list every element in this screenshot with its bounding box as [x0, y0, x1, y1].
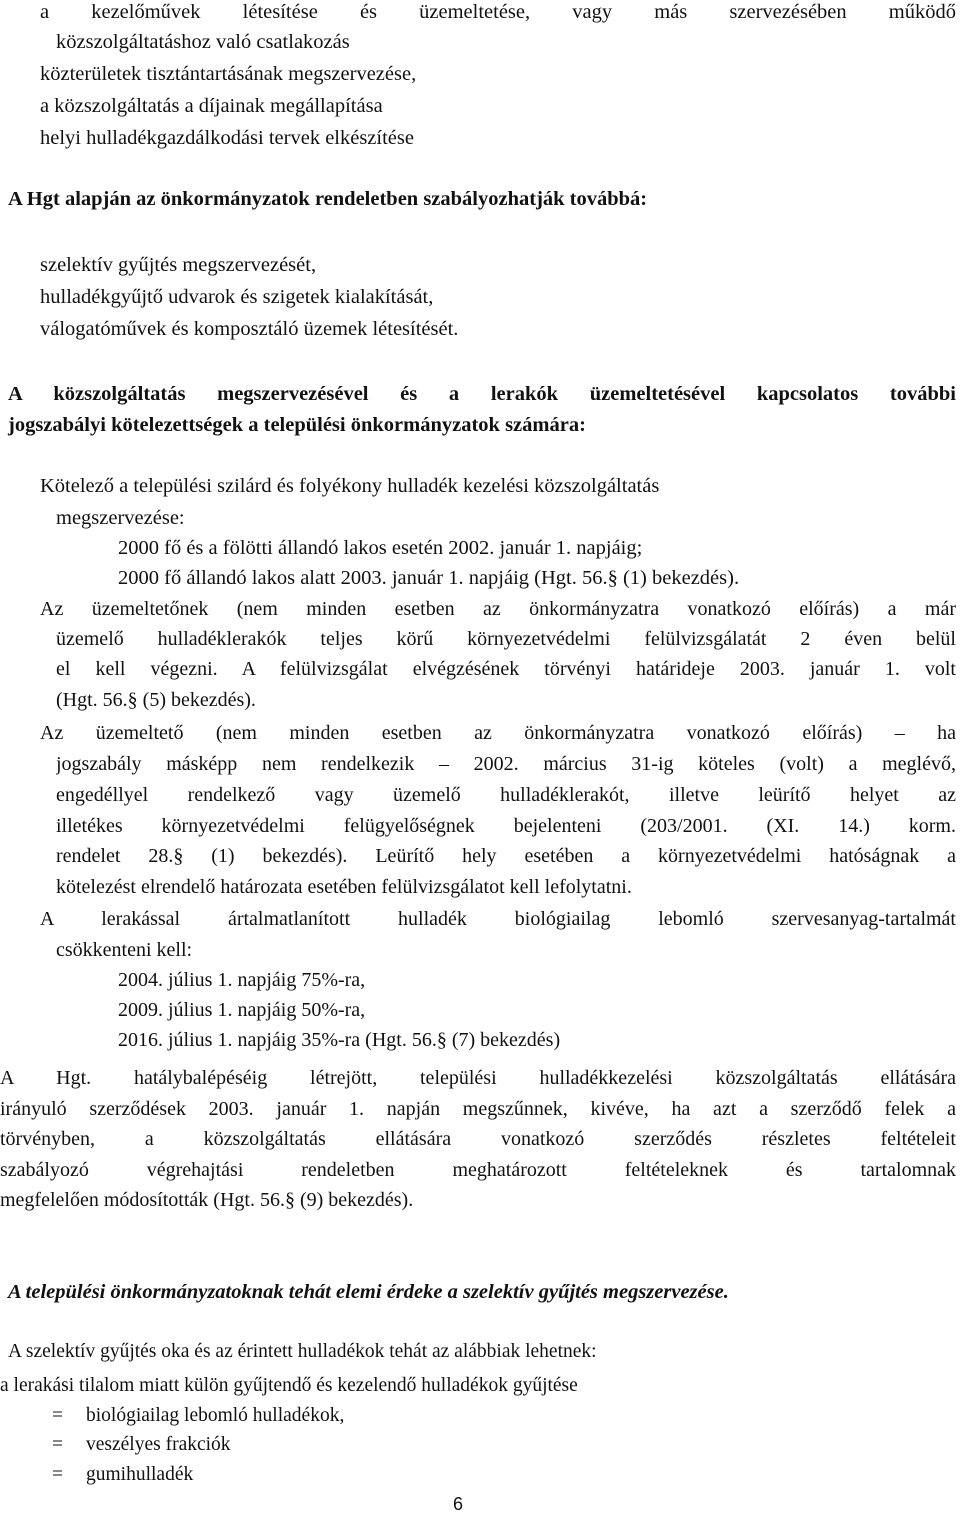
reasons-intro: A szelektív gyűjtés oka és az érintett hulladékok tehát az alábbiak lehetnek:	[8, 1341, 597, 1362]
list-item	[52, 1405, 344, 1427]
paragraph-line: megfelelően módosították (Hgt. 56.§ (9) bekezdés).	[0, 1189, 414, 1211]
section-heading: A Hgt alapján az önkormányzatok rendeletben szabályozhatják továbbá:	[8, 188, 648, 210]
page-number: 6	[453, 1494, 464, 1514]
list-item: Kötelező a települési szilárd és folyékony hulladék kezelési közszolgáltatás	[40, 475, 660, 497]
paragraph-line: törvényben, a közszolgáltatás ellátására vonatkozó szerződés részletes feltételeit	[0, 1128, 956, 1150]
list-item-label: veszélyes frakciók	[86, 1434, 231, 1455]
sub-item: 2000 fő és a fölötti állandó lakos esetén 2002. január 1. napjáig;	[118, 537, 643, 559]
section-heading: jogszabályi kötelezettségek a települési önkormányzatok számára:	[8, 414, 586, 436]
sub-item: 2016. július 1. napjáig 35%-ra (Hgt. 56.§ (7) bekezdés)	[118, 1029, 561, 1051]
list-item: üzemelő hulladéklerakók teljes körű környezetvédelmi felülvizsgálatát 2 éven belül	[56, 628, 956, 650]
equals-bullet-icon: =	[52, 1405, 63, 1426]
list-item: megszervezése:	[56, 507, 185, 529]
sub-item: 2000 fő állandó lakos alatt 2003. január 1. napjáig (Hgt. 56.§ (1) bekezdés).	[118, 567, 740, 589]
section-heading: A közszolgáltatás megszervezésével és a lerakók üzemeltetésével kapcsolatos további	[8, 383, 956, 405]
list-item: válogatóművek és komposztáló üzemek létesítését.	[40, 318, 459, 340]
list-item: illetékes környezetvédelmi felügyelőségnek bejelenteni (203/2001. (XI. 14.) korm.	[56, 815, 956, 837]
list-item: Az üzemeltetőnek (nem minden esetben az önkormányzatra vonatkozó előírás) a már	[40, 598, 956, 620]
list-item: rendelet 28.§ (1) bekezdés). Leürítő hely esetében a környezetvédelmi hatóságnak a	[56, 845, 956, 867]
list-item-label: gumihulladék	[86, 1464, 194, 1485]
reasons-subheading: a lerakási tilalom miatt külön gyűjtendő és kezelendő hulladékok gyűjtése	[0, 1375, 578, 1396]
list-item: el kell végezni. A felülvizsgálat elvégzésének törvényi határideje 2003. január 1. volt	[56, 658, 956, 680]
list-item: A lerakással ártalmatlanított hulladék biológiailag lebomló szervesanyag-tartalmát	[40, 908, 956, 930]
equals-bullet-icon: =	[52, 1464, 63, 1485]
list-item: a kezelőművek létesítése és üzemeltetése, vagy más szervezésében működő	[40, 1, 956, 23]
list-item: helyi hulladékgazdálkodási tervek elkészítése	[40, 127, 414, 149]
paragraph-line: szabályozó végrehajtási rendeletben meghatározott feltételeknek és tartalomnak	[0, 1159, 956, 1181]
list-item: közszolgáltatáshoz való csatlakozás	[56, 31, 350, 53]
list-item	[52, 1434, 231, 1456]
sub-item: 2009. július 1. napjáig 50%-ra,	[118, 999, 366, 1021]
paragraph-line: irányuló szerződések 2003. január 1. napján megszűnnek, kivéve, ha azt a szerződő felek a	[0, 1098, 956, 1120]
list-item: (Hgt. 56.§ (5) bekezdés).	[56, 689, 256, 711]
list-item-label: biológiailag lebomló hulladékok,	[86, 1405, 345, 1426]
list-item	[52, 1464, 193, 1486]
list-item: közterületek tisztántartásának megszervezése,	[40, 63, 417, 85]
list-item: jogszabály másképp nem rendelkezik – 2002. március 31-ig köteles (volt) a meglévő,	[56, 753, 956, 775]
list-item: hulladékgyűjtő udvarok és szigetek kialakítását,	[40, 286, 434, 308]
list-item: kötelezést elrendelő határozata esetében felülvizsgálatot kell lefolytatni.	[56, 876, 632, 898]
emphasis-statement: A települési önkormányzatoknak tehát elemi érdeke a szelektív gyűjtés megszervezése.	[8, 1281, 729, 1303]
equals-bullet-icon: =	[52, 1434, 63, 1455]
list-item: Az üzemeltető (nem minden esetben az önkormányzatra vonatkozó előírás) – ha	[40, 722, 956, 744]
paragraph-line: A Hgt. hatálybalépéséig létrejött, települési hulladékkezelési közszolgáltatás ellátására	[0, 1067, 956, 1089]
list-item: a közszolgáltatás a díjainak megállapítása	[40, 95, 383, 117]
list-item: szelektív gyűjtés megszervezését,	[40, 254, 317, 276]
list-item: csökkenteni kell:	[56, 939, 193, 961]
list-item: engedéllyel rendelkező vagy üzemelő hulladéklerakót, illetve leürítő helyet az	[56, 784, 956, 806]
sub-item: 2004. július 1. napjáig 75%-ra,	[118, 969, 366, 991]
